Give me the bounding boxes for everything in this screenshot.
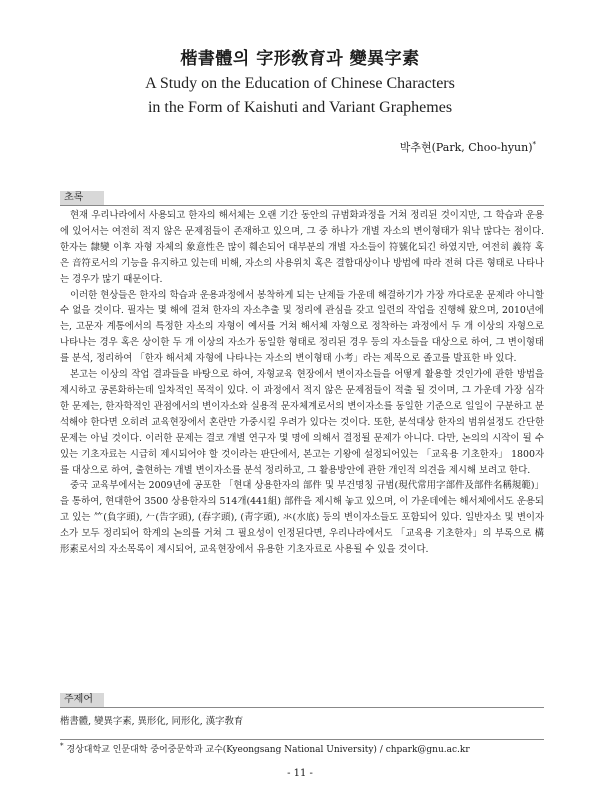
footnote-text: 경상대학교 인문대학 중어중문학과 교수(Kyeongsang National University) / chpark@gnu.ac.kr [66,745,470,755]
keywords-heading-rule [60,707,544,708]
abstract-paragraph: 이러한 현상들은 한자의 학습과 운용과정에서 봉착하게 되는 난제들 가운데 해결하기가 가장 까다로운 문제라 아니할 수 없을 것이다. 필자는 몇 해에 걸쳐 한자의 자소추출 및 정리에 관심을 갖고 일련의 작업을 진행해 왔으며, 2010년에는, 고문자 계통에서의 특정한 자소의 자형이 예서를 거쳐 해서체 자형으로 정착하는 과정에서 두 개 이상의 자형으로 나타나는 경우 혹은 상이한 두 개 이상의 자소가 동일한 형태로 정리된 경우 등의 자소들을 대상으로 하여, 그 변이형태를 분석, 정리하여 「한자 해서체 자형에 나타나는 자소의 변이형태 小考」라는 제목으로 졸고를 발표한 바 있다. [60,289,544,365]
footnote-rule [60,739,544,740]
keywords-heading: 주제어 [60,693,104,707]
abstract-heading-rule [60,205,544,206]
abstract-paragraph: 현재 우리나라에서 사용되고 한자의 해서체는 오랜 기간 동안의 규범화과정을 거쳐 정리된 것이지만, 그 학습과 운용에 있어서는 여전히 적지 않은 문제점들이 존재하고 있으며, 그 중 하나가 개별 자소의 변이형태가 워낙 많다는 점이다. 한자는 隸變 이후 자형 자체의 象意性은 많이 훼손되어 대부분의 개별 자소들이 符號化되긴 하였지만, 여전히 義符 혹은 音符로서의 기능을 유지하고 있는데 비해, 자소의 사용위치 혹은 결합대상이나 방법에 따라 전혀 다른 형태로 나타나는 경우가 많기 때문이다. [60,210,544,285]
author-name: 박추현(Park, Choo-hyun) [399,141,533,154]
abstract-heading: 초록 [60,191,104,205]
author-footnote-mark: * [532,140,536,149]
author-byline [400,139,536,155]
page-number: - 11 - [287,768,313,779]
abstract-body [60,208,544,558]
abstract-paragraph: 중국 교육부에서는 2009년에 공포한 「현대 상용한자의 部件 및 부건명칭 규범(現代常用字部件及部件名稱規範)」을 통하여, 현대한어 3500 상용한자의 514개(441組) 部件을 제시해 놓고 있으며, 이 가운데에는 해서체에서도 운용되고 있는 ⺮(負字頭), 𠂉(告字頭), (春字頭), (靑字頭), 氺(水底) 등의 변이자소들도 포함되어 있다. 일반자소 및 변이자소가 모두 정리되어 학계의 논의를 거쳐 그 필요성이 인정된다면, 우리나라에서도 「교육용 기초한자」의 부록으로 構形素로서의 자소목록이 제시되어, 교육현장에서 유용한 기초자료로 사용될 수 있을 것이다. [60,480,544,556]
author-footnote [60,742,470,755]
korean-title: 楷書體의 字形敎育과 變異字素 [180,49,420,69]
english-title-line-2: in the Form of Kaishuti and Variant Graphemes [147,99,453,116]
footnote-mark: * [60,742,64,750]
english-title-line-1: A Study on the Education of Chinese Characters [145,75,455,92]
keywords-list: 楷書體, 變異字素, 異形化, 同形化, 漢字敎育 [60,716,244,727]
abstract-paragraph: 본고는 이상의 작업 결과들을 바탕으로 하여, 자형교육 현장에서 변이자소들을 어떻게 활용할 것인가에 관한 방법을 제시하고 공론화하는데 일차적인 목적이 있다. 이 과정에서 적지 않은 문제점들이 적출 될 것이며, 그 가운데 가장 심각한 문제는, 한자학적인 관점에서의 변이자소와 실용적 문자체계로서의 변이자소를 동일한 기준으로 일일이 구분하고 분석해야 한다면 오히려 교육현장에서 혼란만 가중시킬 우려가 있다는 것이다. 또한, 분석대상 한자의 범위설정도 간단한 문제는 아닐 것이다. 이러한 문제는 결코 개별 연구자 몇 명에 의해서 결정될 문제가 아니다. 다만, 논의의 시작이 될 수 있는 기초자료는 시급히 제시되어야 할 것이라는 판단에서, 본고는 기왕에 설정되어있는 「교육용 기초한자」 1800자를 대상으로 하여, 출현하는 개별 변이자소를 분석 정리하고, 그 활용방안에 관한 개인적 의견을 제시해 보려고 한다. [60,369,545,476]
